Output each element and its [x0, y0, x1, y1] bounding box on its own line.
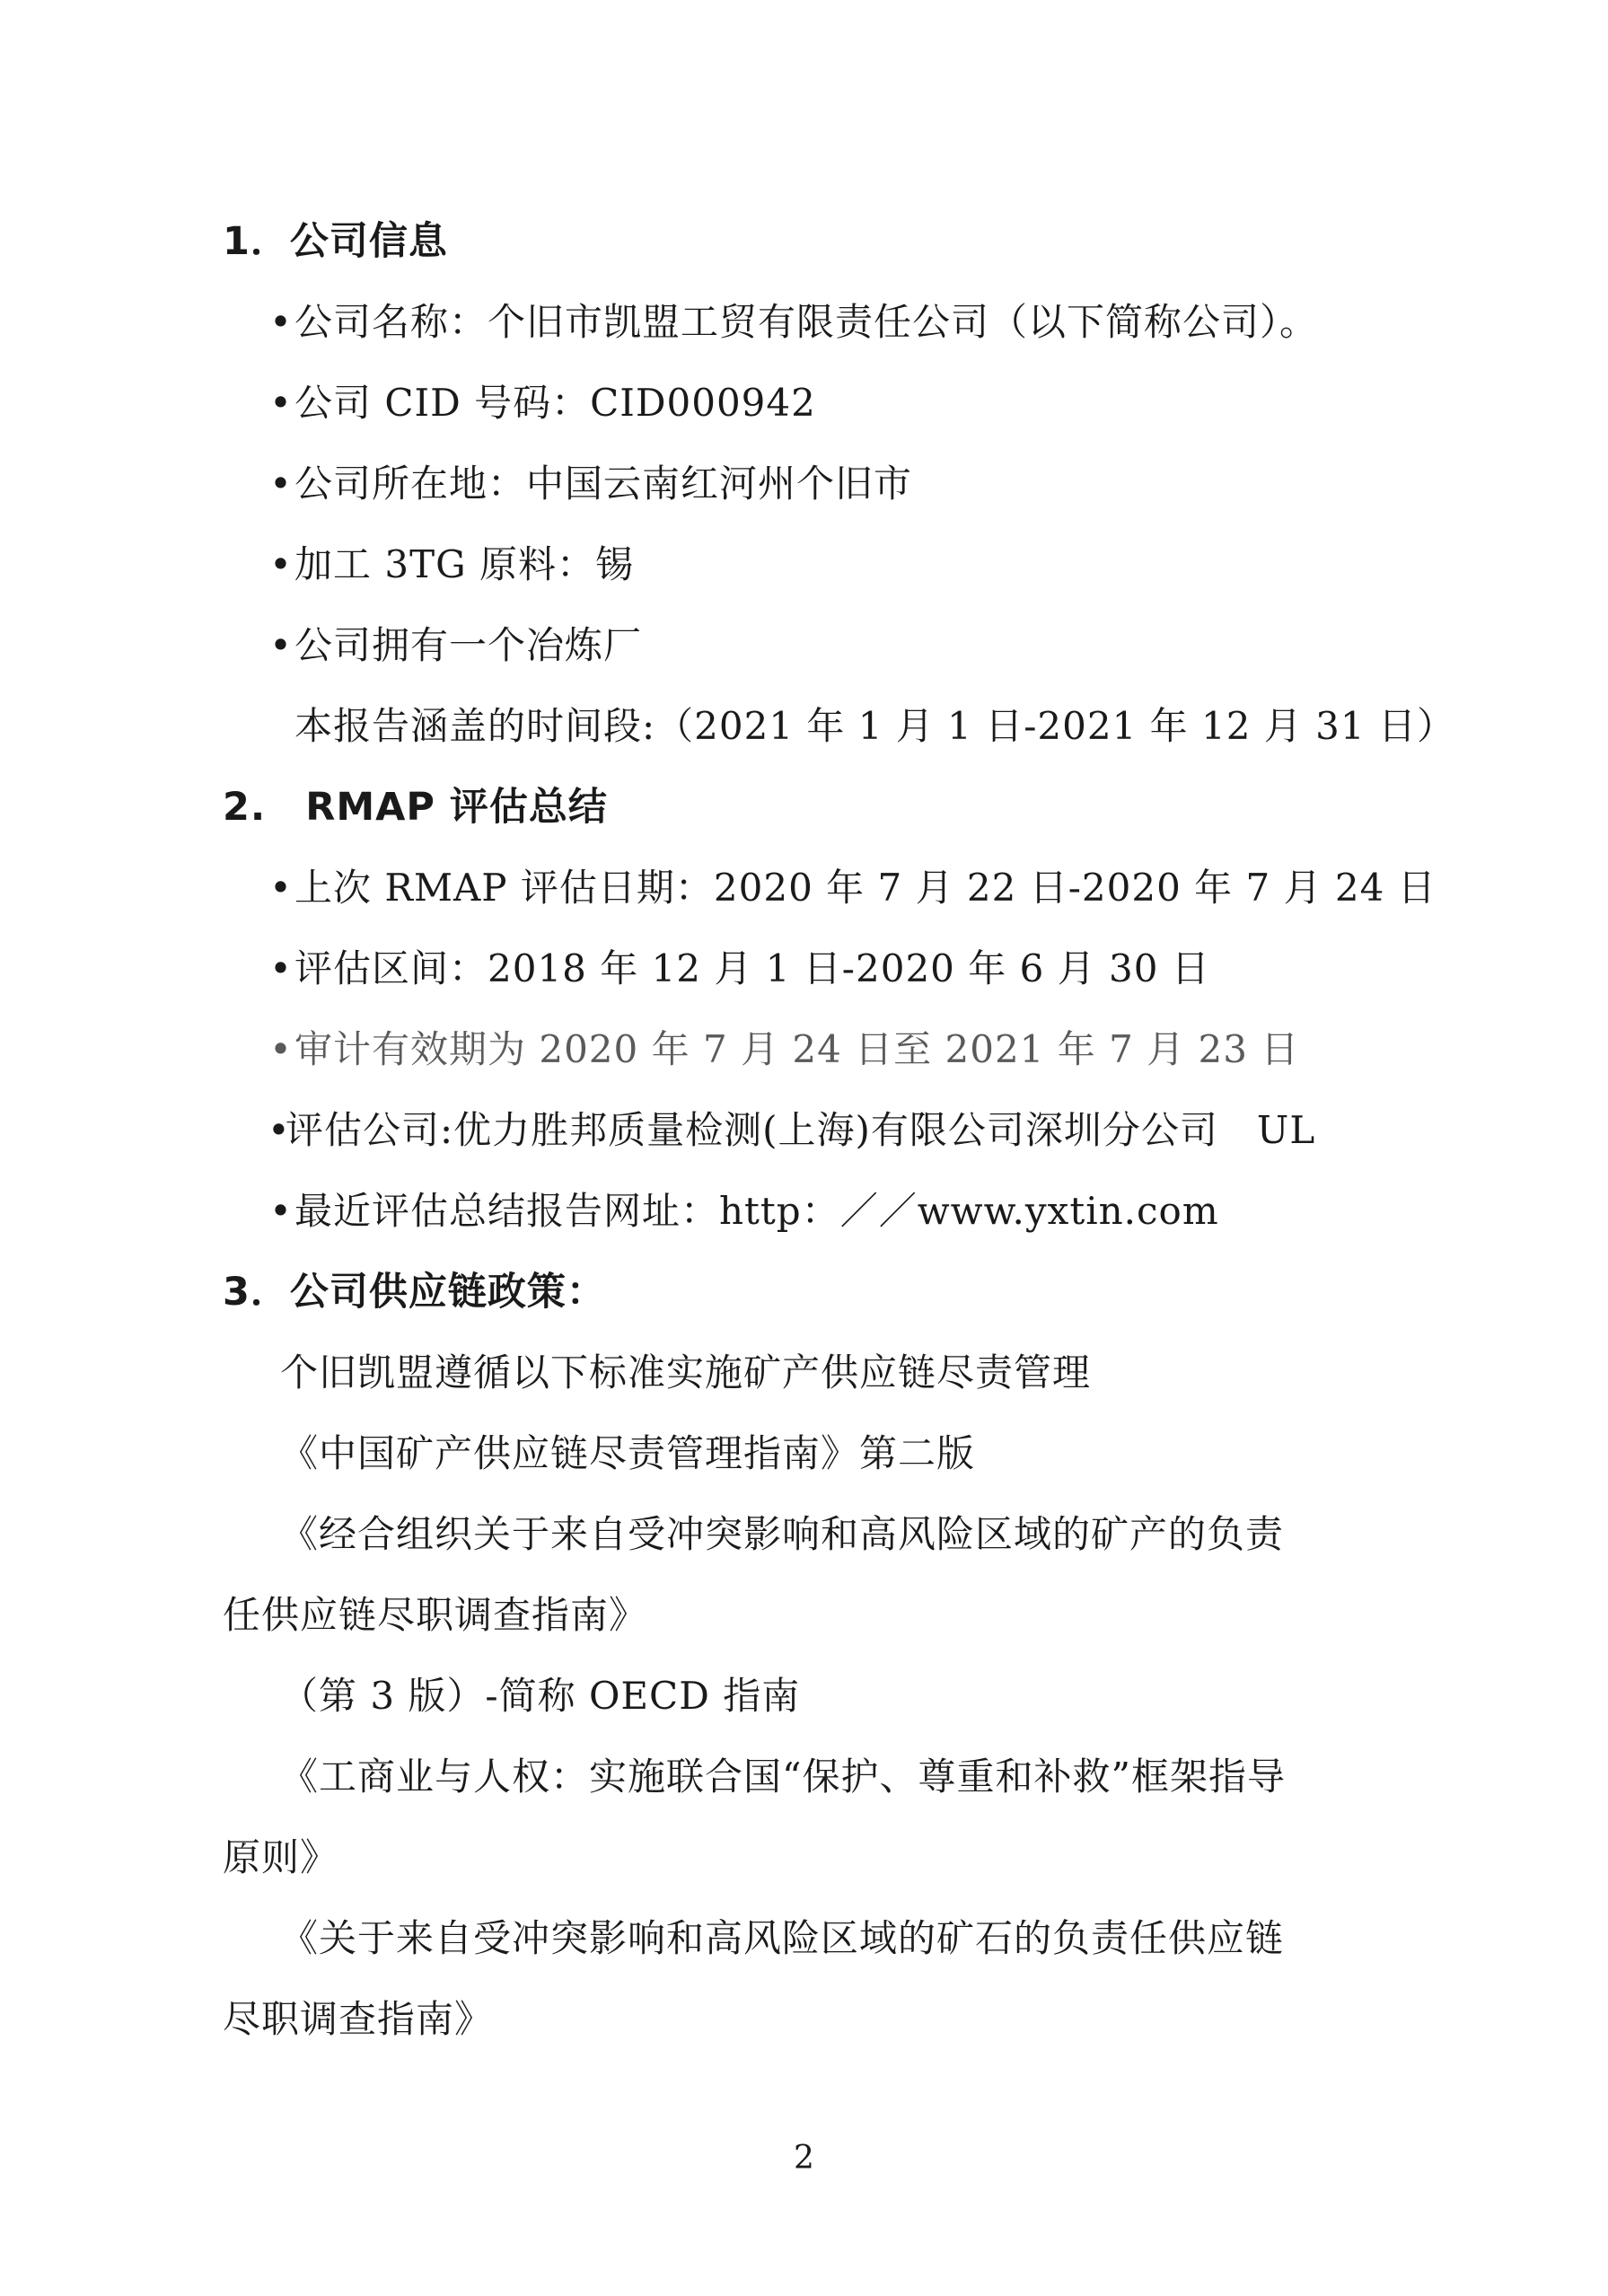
- bullet-item-company-name: [268, 300, 1318, 345]
- policy-guideline-china: 《中国矿产供应链尽责管理指南》第二版: [280, 1431, 976, 1475]
- bullet-text: 评估公司:优力胜邦质量检测(上海)有限公司深圳分公司 UL: [286, 1108, 1316, 1152]
- bullet-item-company-location: [268, 462, 912, 506]
- bullet-text: 评估区间：2018 年 12 月 1 日-2020 年 6 月 30 日: [294, 946, 1210, 990]
- bullet-text: 上次 RMAP 评估日期：2020 年 7 月 22 日-2020 年 7 月 24 日: [294, 866, 1437, 910]
- bullet-item-smelter: [268, 623, 642, 668]
- bullet-icon: •: [269, 1189, 293, 1233]
- bullet-text: 公司拥有一个冶炼厂: [294, 623, 643, 667]
- bullet-text: 公司 CID 号码：CID000942: [294, 381, 816, 425]
- bullet-icon: •: [268, 1108, 291, 1152]
- bullet-icon: •: [269, 300, 293, 344]
- bullet-item-report-url: [268, 1189, 1219, 1234]
- policy-intro-text: 个旧凯盟遵循以下标准实施矿产供应链尽责管理: [280, 1350, 1092, 1394]
- bullet-text: 加工 3TG 原料：锡: [294, 542, 634, 586]
- section-heading-company-info: 1．公司信息: [223, 219, 448, 264]
- policy-guideline-ore-line2: 尽职调查指南》: [223, 1997, 494, 2041]
- section-heading-supply-chain-policy: 3．公司供应链政策：: [223, 1270, 606, 1315]
- policy-guideline-ore-line1: 《关于来自受冲突影响和高风险区域的矿石的负责任供应链: [280, 1916, 1285, 1960]
- bullet-icon: •: [269, 623, 293, 667]
- bullet-item-raw-material: [268, 542, 634, 587]
- section-heading-rmap-summary: 2. RMAP 评估总结: [223, 785, 608, 830]
- bullet-item-assessment-range: [268, 946, 1210, 991]
- policy-guideline-oecd-line1: 《经合组织关于来自受冲突影响和高风险区域的矿产的负责: [280, 1512, 1285, 1556]
- bullet-text: 最近评估总结报告网址：http：／／www.yxtin.com: [294, 1189, 1219, 1233]
- bullet-text: 公司名称：个旧市凯盟工贸有限责任公司（以下简称公司）。: [294, 300, 1319, 344]
- bullet-text: 公司所在地：中国云南红河州个旧市: [294, 462, 913, 506]
- report-period-text: 本报告涵盖的时间段:（2021 年 1 月 1 日-2021 年 12 月 31 日）: [294, 704, 1455, 748]
- bullet-text: 审计有效期为 2020 年 7 月 24 日至 2021 年 7 月 23 日: [294, 1027, 1300, 1071]
- bullet-item-audit-validity: [268, 1027, 1299, 1072]
- page-number: 2: [794, 2140, 814, 2177]
- bullet-icon: •: [269, 381, 293, 425]
- bullet-icon: •: [269, 542, 293, 586]
- policy-guideline-un-line2: 原则》: [223, 1835, 339, 1879]
- bullet-icon: •: [269, 462, 293, 506]
- policy-guideline-oecd-edition: （第 3 版）-简称 OECD 指南: [280, 1674, 801, 1718]
- bullet-item-assessment-company: [268, 1108, 1315, 1153]
- policy-guideline-un-line1: 《工商业与人权：实施联合国“保护、尊重和补救”框架指导: [280, 1755, 1286, 1799]
- bullet-icon: •: [269, 946, 293, 990]
- bullet-icon: •: [269, 866, 293, 910]
- bullet-item-company-cid: [268, 381, 816, 426]
- bullet-item-last-assessment-date: [268, 866, 1437, 910]
- bullet-icon: •: [269, 1027, 293, 1071]
- policy-guideline-oecd-line2: 任供应链尽职调查指南》: [223, 1593, 648, 1637]
